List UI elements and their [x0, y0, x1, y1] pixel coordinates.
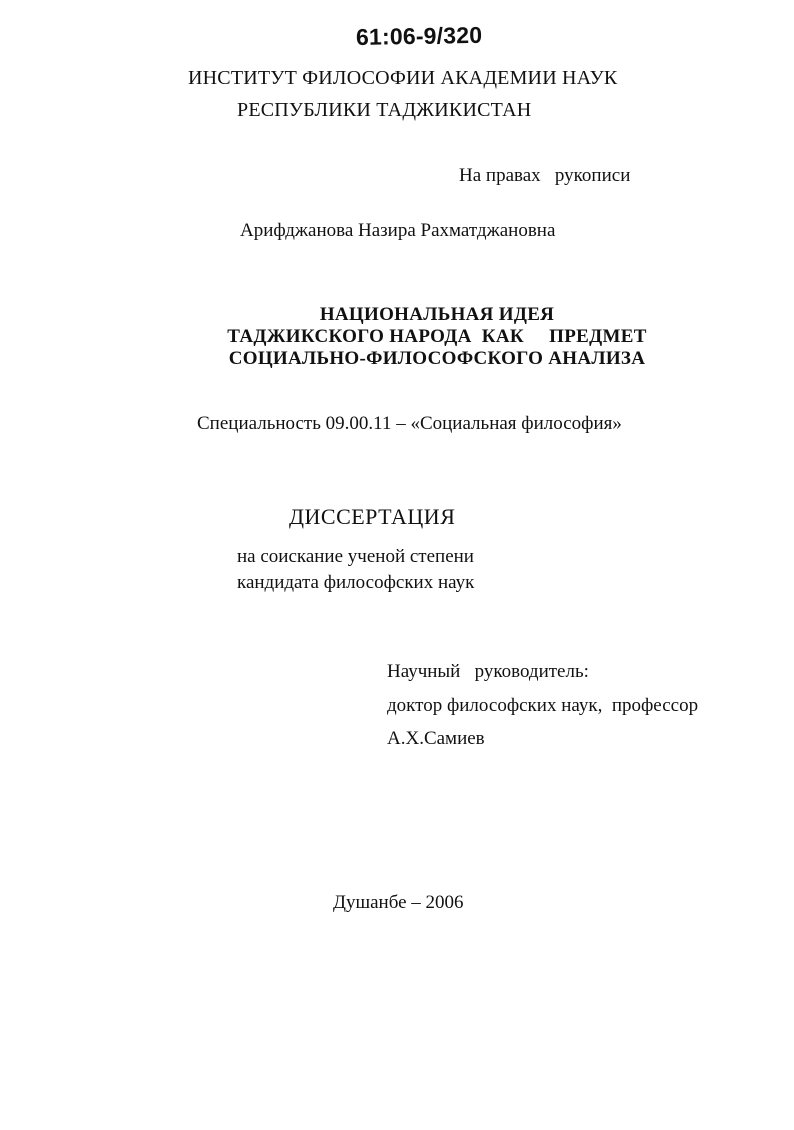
manuscript-rights-note: На правах рукописи — [459, 165, 631, 186]
registration-stamp-number: 61:06-9/320 — [355, 21, 483, 50]
institute-name-line-1: ИНСТИТУТ ФИЛОСОФИИ АКАДЕМИИ НАУК — [188, 67, 618, 89]
specialty-line: Специальность 09.00.11 – «Социальная философия» — [197, 413, 622, 434]
supervisor-academic-title: доктор философских наук, профессор — [387, 695, 699, 716]
supervisor-name: А.Х.Самиев — [387, 728, 485, 749]
supervisor-label: Научный руководитель: — [387, 661, 589, 682]
degree-line-2: кандидата философских наук — [237, 572, 475, 593]
author-name: Арифджанова Назира Рахматджановна — [240, 220, 556, 241]
thesis-title-line-3: СОЦИАЛЬНО-ФИЛОСОФСКОГО АНАЛИЗА — [228, 348, 646, 369]
thesis-title-line-2: ТАДЖИКСКОГО НАРОДА КАК ПРЕДМЕТ — [227, 326, 647, 347]
institute-name-line-2: РЕСПУБЛИКИ ТАДЖИКИСТАН — [237, 99, 532, 121]
thesis-title-line-1: НАЦИОНАЛЬНАЯ ИДЕЯ — [319, 304, 555, 325]
work-type-heading: ДИССЕРТАЦИЯ — [289, 504, 456, 529]
degree-line-1: на соискание ученой степени — [237, 546, 474, 567]
place-and-year: Душанбе – 2006 — [333, 892, 464, 913]
